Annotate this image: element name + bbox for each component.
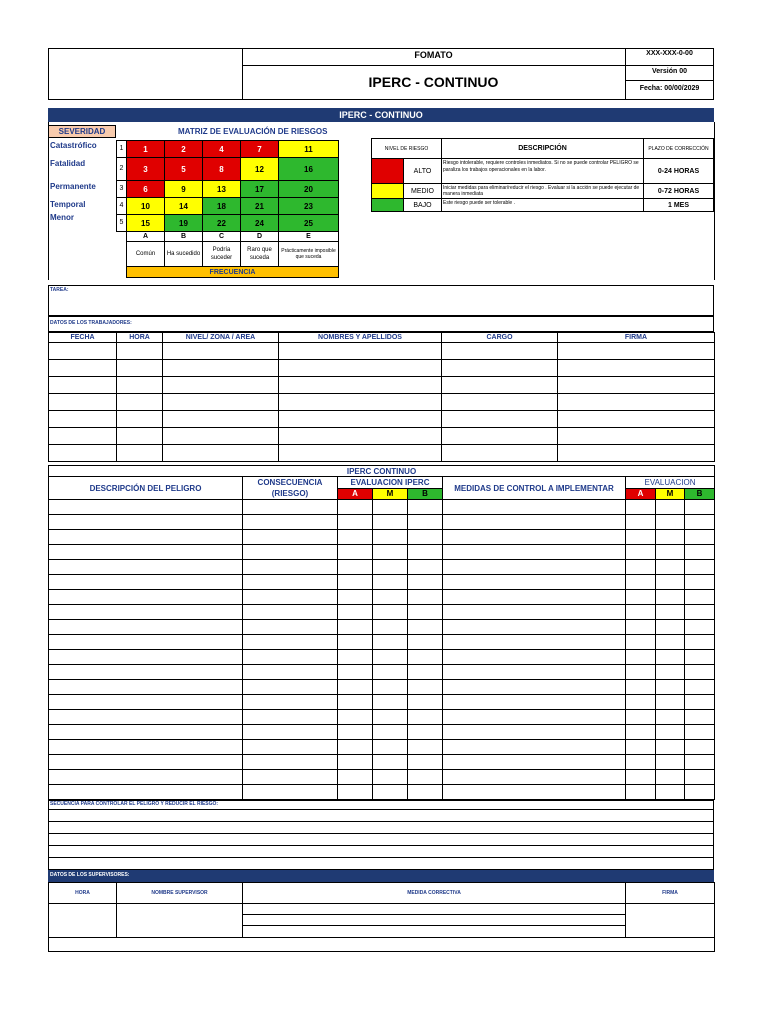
matrix-cell: 6 xyxy=(127,181,165,198)
frequency-letter: A xyxy=(127,232,165,242)
column-header: FIRMA xyxy=(626,883,715,904)
frequency-letter: D xyxy=(241,232,279,242)
risk-color-medium xyxy=(372,184,404,199)
iperc-row[interactable] xyxy=(49,620,715,635)
frequency-description: Prácticamente imposible que suceda xyxy=(279,242,339,267)
matrix-cell: 17 xyxy=(241,181,279,198)
table-row[interactable] xyxy=(49,411,715,428)
matrix-cell: 4 xyxy=(203,141,241,158)
severity-label: SEVERIDAD xyxy=(48,125,116,138)
frequency-description: Podría suceder xyxy=(203,242,241,267)
matrix-cell: 14 xyxy=(165,198,203,215)
matrix-cell: 24 xyxy=(241,215,279,232)
frequency-description: Raro que suceda xyxy=(241,242,279,267)
page-title: IPERC - CONTINUO xyxy=(368,74,499,90)
matrix-cell: 25 xyxy=(279,215,339,232)
workers-label: DATOS DE LOS TRABAJADORES: xyxy=(50,320,132,326)
eval-m-header: M xyxy=(656,488,685,500)
matrix-cell: 3 xyxy=(127,158,165,181)
iperc-row[interactable] xyxy=(49,560,715,575)
matrix-cell: 18 xyxy=(203,198,241,215)
matrix-cell: 8 xyxy=(203,158,241,181)
iperc-title: IPERC CONTINUO xyxy=(49,466,715,477)
iperc-row[interactable] xyxy=(49,740,715,755)
iperc-row[interactable] xyxy=(49,515,715,530)
task-label: TAREA: xyxy=(50,287,69,293)
supervisors-label: DATOS DE LOS SUPERVISORES: xyxy=(50,872,130,878)
eval-a-header: A xyxy=(338,488,373,500)
column-header: NOMBRES Y APELLIDOS xyxy=(279,333,442,343)
supervisors-bar xyxy=(48,870,714,882)
supervisors-table xyxy=(48,882,715,952)
matrix-cell: 19 xyxy=(165,215,203,232)
column-header: CARGO xyxy=(442,333,558,343)
matrix-cell: 23 xyxy=(279,198,339,215)
frequency-label: FRECUENCIA xyxy=(127,267,339,278)
risk-color-high xyxy=(372,159,404,184)
matrix-cell: 21 xyxy=(241,198,279,215)
frequency-description: Ha sucedido xyxy=(165,242,203,267)
iperc-row[interactable] xyxy=(49,605,715,620)
frequency-letter: B xyxy=(165,232,203,242)
description-header: DESCRIPCIÓN xyxy=(442,139,644,159)
column-header-peligro: DESCRIPCIÓN DEL PELIGRO xyxy=(49,477,243,500)
column-header: NIVEL/ ZONA / AREA xyxy=(163,333,279,343)
sequence-line[interactable] xyxy=(49,822,713,834)
risk-level-high: ALTO xyxy=(404,159,442,184)
workers-label-row xyxy=(48,316,714,332)
severity-row-label: Menor xyxy=(50,213,74,222)
risk-matrix xyxy=(116,140,339,278)
iperc-row[interactable] xyxy=(49,650,715,665)
iperc-row[interactable] xyxy=(49,725,715,740)
iperc-row[interactable] xyxy=(49,695,715,710)
matrix-cell: 11 xyxy=(279,141,339,158)
version-label: Versión 00 xyxy=(651,68,688,75)
column-header: HORA xyxy=(117,333,163,343)
iperc-row[interactable] xyxy=(49,710,715,725)
eval-m-header: M xyxy=(373,488,408,500)
matrix-cell: 16 xyxy=(279,158,339,181)
iperc-row[interactable] xyxy=(49,635,715,650)
iperc-table xyxy=(48,465,715,800)
iperc-row[interactable] xyxy=(49,590,715,605)
column-header: FIRMA xyxy=(558,333,715,343)
iperc-row[interactable] xyxy=(49,530,715,545)
format-label: FOMATO xyxy=(414,50,453,60)
frequency-letter: E xyxy=(279,232,339,242)
risk-level-header: NIVEL DE RIESGO xyxy=(372,139,442,159)
sequence-lines[interactable] xyxy=(48,810,714,870)
iperc-row[interactable] xyxy=(49,545,715,560)
column-header-consecuencia: CONSECUENCIA (RIESGO) xyxy=(243,477,338,500)
table-row[interactable] xyxy=(49,360,715,377)
iperc-row[interactable] xyxy=(49,575,715,590)
matrix-cell: 2 xyxy=(165,141,203,158)
sequence-line[interactable] xyxy=(49,846,713,858)
severity-number: 2 xyxy=(117,158,127,181)
column-header: FECHA xyxy=(49,333,117,343)
matrix-cell: 20 xyxy=(279,181,339,198)
severity-number: 1 xyxy=(117,141,127,158)
risk-level-medium: MEDIO xyxy=(404,184,442,199)
risk-description: Riesgo intolerable, requiere controles inmediatos. Si no se puede controlar PELIGRO se paraliza los trabajos operacionales en la labor. xyxy=(442,159,644,184)
task-field[interactable] xyxy=(48,285,714,316)
table-row[interactable] xyxy=(49,343,715,360)
matrix-title: MATRIZ DE EVALUACIÓN DE RIESGOS xyxy=(178,127,328,136)
eval-a-header: A xyxy=(626,488,656,500)
matrix-cell: 13 xyxy=(203,181,241,198)
risk-description: Este riesgo puede ser tolerable . xyxy=(442,199,644,212)
severity-row-label: Fatalidad xyxy=(50,159,86,168)
table-row[interactable] xyxy=(49,428,715,445)
column-header-medidas: MEDIDAS DE CONTROL A IMPLEMENTAR xyxy=(443,477,626,500)
severity-number: 5 xyxy=(117,215,127,232)
risk-level-low: BAJO xyxy=(404,199,442,212)
sequence-label: SECUENCIA PARA CONTROLAR EL PELIGRO Y REDUCIR EL RIESGO: xyxy=(50,801,219,807)
sequence-line[interactable] xyxy=(49,834,713,846)
document-code: XXX-XXX-0-00 xyxy=(646,50,693,57)
column-header: MEDIDA CORRECTIVA xyxy=(243,883,626,904)
severity-row-label: Catastrófico xyxy=(50,141,97,150)
section-bar-iperc: IPERC - CONTINUO xyxy=(48,108,714,122)
matrix-cell: 15 xyxy=(127,215,165,232)
matrix-cell: 5 xyxy=(165,158,203,181)
severity-row-label: Permanente xyxy=(50,182,96,191)
sequence-line[interactable] xyxy=(49,810,713,822)
matrix-cell: 1 xyxy=(127,141,165,158)
eval-b-header: B xyxy=(408,488,443,500)
frequency-letter: C xyxy=(203,232,241,242)
risk-color-low xyxy=(372,199,404,212)
matrix-cell: 10 xyxy=(127,198,165,215)
workers-table xyxy=(48,332,715,462)
iperc-row[interactable] xyxy=(49,680,715,695)
matrix-cell: 22 xyxy=(203,215,241,232)
matrix-cell: 7 xyxy=(241,141,279,158)
severity-number: 4 xyxy=(117,198,127,215)
frequency-description: Común xyxy=(127,242,165,267)
matrix-cell: 12 xyxy=(241,158,279,181)
iperc-row[interactable] xyxy=(49,665,715,680)
date-label: Fecha: 00/00/2029 xyxy=(639,85,700,92)
table-row[interactable] xyxy=(49,904,715,938)
correction-term-header: PLAZO DE CORRECCIÓN xyxy=(644,139,714,159)
risk-level-table xyxy=(371,138,714,212)
column-header-evaluacion-iperc: EVALUACION IPERC xyxy=(338,477,443,489)
column-header: HORA xyxy=(49,883,117,904)
risk-term: 1 MES xyxy=(644,199,714,212)
risk-description: Iniciar medidas para eliminar/reducir el riesgo . Evaluar si la acción se puede ejecutar de manera inmediata xyxy=(442,184,644,199)
table-row[interactable] xyxy=(49,377,715,394)
sequence-line[interactable] xyxy=(49,858,713,870)
table-row[interactable] xyxy=(49,394,715,411)
column-header-evaluacion: EVALUACION xyxy=(626,477,715,489)
risk-term: 0-24 HORAS xyxy=(644,159,714,184)
iperc-row[interactable] xyxy=(49,500,715,515)
risk-term: 0-72 HORAS xyxy=(644,184,714,199)
iperc-row[interactable] xyxy=(49,755,715,770)
matrix-cell: 9 xyxy=(165,181,203,198)
iperc-row[interactable] xyxy=(49,770,715,785)
column-header: NOMBRE SUPERVISOR xyxy=(117,883,243,904)
iperc-row[interactable] xyxy=(49,785,715,800)
table-row[interactable] xyxy=(49,445,715,462)
severity-number: 3 xyxy=(117,181,127,198)
eval-b-header: B xyxy=(685,488,715,500)
severity-row-label: Temporal xyxy=(50,200,86,209)
